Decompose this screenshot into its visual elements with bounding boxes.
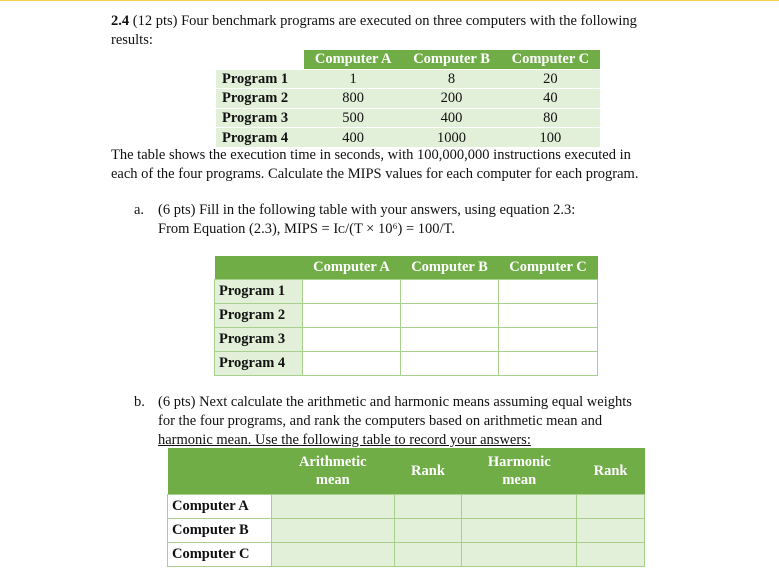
part-a-marker: a.	[134, 202, 145, 218]
table-cell: 8	[402, 69, 500, 89]
col-header-computer-c: Computer C	[501, 50, 600, 69]
table-row	[215, 280, 598, 304]
row-label: Program 2	[215, 304, 303, 328]
part-a-equation: From Equation (2.3), MIPS = Iᴄ/(T × 10⁶) = 100/T.	[158, 221, 455, 237]
problem-intro: Four benchmark programs are executed on three computers with the following	[181, 13, 637, 29]
problem-header	[111, 12, 771, 50]
answer-cell[interactable]	[272, 495, 395, 519]
part-b-marker: b.	[134, 394, 145, 410]
row-label: Computer B	[168, 519, 272, 543]
table-row	[168, 543, 645, 567]
answer-cell[interactable]	[394, 495, 462, 519]
col-header-rank: Rank	[577, 448, 645, 495]
means-rank-table	[167, 448, 645, 567]
answer-cell[interactable]	[577, 495, 645, 519]
answer-cell[interactable]	[401, 328, 499, 352]
col-header-harmonic-mean: Harmonic mean	[462, 448, 577, 495]
execution-time-table	[216, 50, 600, 147]
problem-intro-cont: results:	[111, 32, 153, 48]
col-header-computer-b: Computer B	[401, 256, 499, 280]
row-label: Program 1	[216, 69, 304, 89]
corner-cell	[168, 448, 272, 495]
answer-cell[interactable]	[303, 304, 401, 328]
table-row	[216, 69, 600, 89]
description-line: each of the four programs. Calculate the MIPS values for each computer for each program.	[111, 166, 639, 182]
answer-cell[interactable]	[499, 352, 598, 376]
col-header-computer-a: Computer A	[304, 50, 402, 69]
table-cell: 1000	[402, 128, 500, 147]
answer-cell[interactable]	[303, 280, 401, 304]
table-row	[168, 519, 645, 543]
answer-cell[interactable]	[499, 304, 598, 328]
answer-cell[interactable]	[462, 519, 577, 543]
table-cell: 100	[501, 128, 600, 147]
table-cell: 20	[501, 69, 600, 89]
table-cell: 40	[501, 89, 600, 109]
part-a-text: (6 pts) Fill in the following table with your answers, using equation 2.3:	[158, 202, 576, 218]
description	[111, 146, 771, 184]
row-label: Program 4	[215, 352, 303, 376]
answer-cell[interactable]	[462, 495, 577, 519]
row-label: Program 3	[215, 328, 303, 352]
table-cell: 800	[304, 89, 402, 109]
table-cell: 200	[402, 89, 500, 109]
answer-cell[interactable]	[303, 328, 401, 352]
answer-cell[interactable]	[272, 519, 395, 543]
description-line: The table shows the execution time in seconds, with 100,000,000 instructions executed in	[111, 147, 631, 163]
answer-cell[interactable]	[577, 519, 645, 543]
table-cell: 80	[501, 108, 600, 128]
answer-cell[interactable]	[303, 352, 401, 376]
answer-cell[interactable]	[394, 519, 462, 543]
col-header-computer-c: Computer C	[499, 256, 598, 280]
part-b-text: (6 pts) Next calculate the arithmetic and harmonic means assuming equal weights	[158, 394, 632, 410]
col-header-arithmetic-mean: Arithmetic mean	[272, 448, 395, 495]
mips-answer-table	[214, 256, 598, 376]
row-label: Computer A	[168, 495, 272, 519]
part-b	[134, 393, 754, 450]
corner-cell	[216, 50, 304, 69]
table-cell: 400	[304, 128, 402, 147]
part-a	[134, 201, 754, 239]
answer-cell[interactable]	[577, 543, 645, 567]
answer-cell[interactable]	[272, 543, 395, 567]
table-row	[215, 304, 598, 328]
row-label: Program 4	[216, 128, 304, 147]
answer-cell[interactable]	[394, 543, 462, 567]
answer-cell[interactable]	[462, 543, 577, 567]
answer-cell[interactable]	[401, 304, 499, 328]
problem-number: 2.4	[111, 13, 130, 29]
answer-cell[interactable]	[499, 328, 598, 352]
table-cell: 1	[304, 69, 402, 89]
problem-points: (12 pts)	[132, 13, 178, 29]
table-cell: 500	[304, 108, 402, 128]
table-row	[216, 89, 600, 109]
answer-cell[interactable]	[499, 280, 598, 304]
part-b-text: harmonic mean. Use the following table to record your answers:	[158, 432, 531, 448]
part-b-text: for the four programs, and rank the computers based on arithmetic mean and	[158, 413, 603, 429]
corner-cell	[215, 256, 303, 280]
answer-cell[interactable]	[401, 280, 499, 304]
table-row	[216, 128, 600, 147]
col-header-computer-b: Computer B	[402, 50, 500, 69]
table-row	[215, 352, 598, 376]
top-divider	[0, 0, 779, 1]
table-row	[215, 328, 598, 352]
table-row	[216, 108, 600, 128]
row-label: Computer C	[168, 543, 272, 567]
row-label: Program 3	[216, 108, 304, 128]
row-label: Program 2	[216, 89, 304, 109]
table-cell: 400	[402, 108, 500, 128]
col-header-computer-a: Computer A	[303, 256, 401, 280]
table-row	[168, 495, 645, 519]
row-label: Program 1	[215, 280, 303, 304]
answer-cell[interactable]	[401, 352, 499, 376]
col-header-rank: Rank	[394, 448, 462, 495]
